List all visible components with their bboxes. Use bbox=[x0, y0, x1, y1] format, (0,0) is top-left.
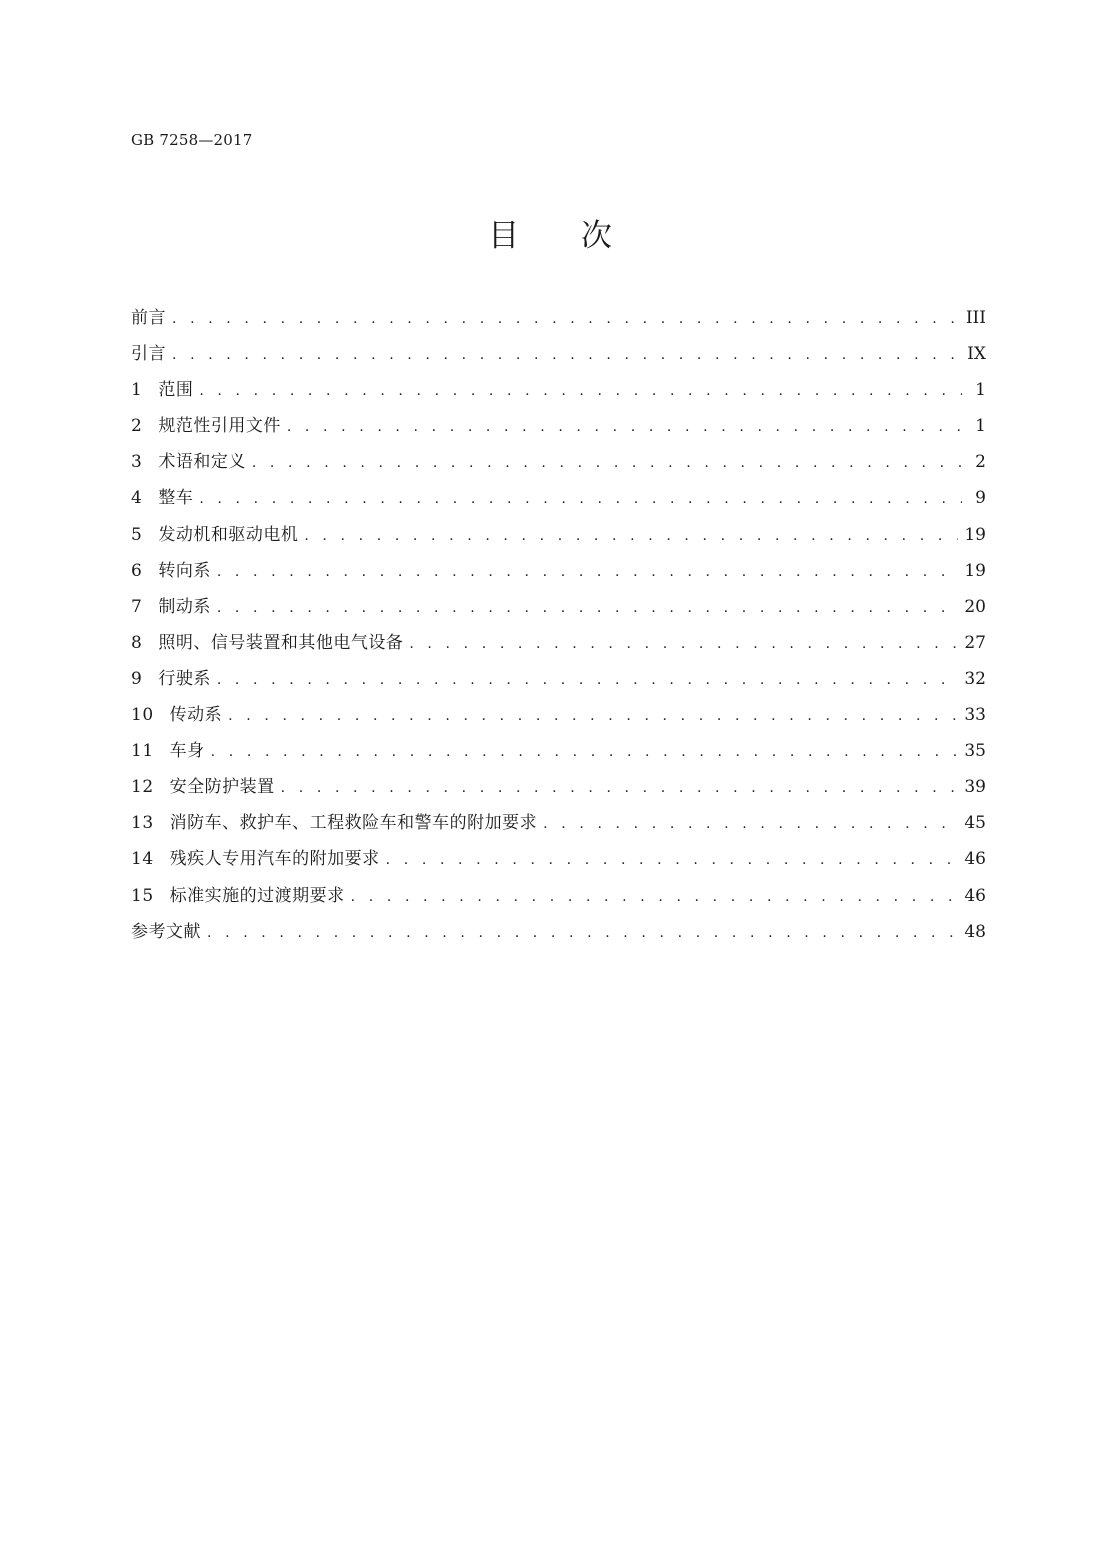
toc-entry-number: 1 bbox=[131, 380, 143, 401]
toc-entry-text: 前言 bbox=[131, 308, 166, 328]
toc-dot-leader bbox=[217, 590, 959, 626]
standard-number: GB 7258—2017 bbox=[131, 131, 253, 149]
toc-dot-leader bbox=[207, 915, 958, 951]
toc-entry-text: 发动机和驱动电机 bbox=[158, 524, 299, 545]
toc-entry-page: 46 bbox=[964, 849, 986, 870]
toc-entry-number: 11 bbox=[131, 741, 154, 762]
toc-entry-label bbox=[131, 553, 211, 589]
toc-entry-number: 8 bbox=[131, 632, 143, 653]
toc-entry-number: 7 bbox=[131, 596, 143, 617]
toc-entry-number: 5 bbox=[131, 524, 143, 545]
toc-entry-label bbox=[131, 444, 246, 480]
toc-entry-text: 标准实施的过渡期要求 bbox=[169, 885, 345, 906]
toc-entry-text: 消防车、救护车、工程救险车和警车的附加要求 bbox=[169, 813, 538, 834]
toc-dot-leader bbox=[199, 481, 962, 517]
toc-entry-text: 残疾人专用汽车的附加要求 bbox=[169, 849, 380, 870]
toc-dot-leader bbox=[199, 373, 962, 409]
toc-entry-page: 19 bbox=[964, 524, 986, 545]
toc-dot-leader bbox=[172, 337, 961, 373]
toc-entry[interactable] bbox=[131, 625, 986, 661]
toc-entry-text: 整车 bbox=[158, 488, 194, 509]
toc-entry[interactable] bbox=[131, 589, 986, 625]
toc-dot-leader bbox=[228, 698, 958, 734]
toc-entry[interactable] bbox=[131, 336, 986, 372]
toc-entry-label bbox=[131, 589, 211, 625]
toc-entry[interactable] bbox=[131, 878, 986, 914]
toc-entry-label bbox=[131, 878, 345, 914]
toc-entry-page: 9 bbox=[975, 488, 986, 509]
toc-dot-leader bbox=[409, 626, 958, 662]
toc-entry-page: 1 bbox=[975, 380, 986, 401]
toc-entry-number: 4 bbox=[131, 488, 143, 509]
toc-entry-page: 39 bbox=[964, 777, 986, 798]
toc-entry-label bbox=[131, 661, 211, 697]
toc-entry-page: 48 bbox=[964, 921, 986, 942]
toc-entry-page: 45 bbox=[964, 813, 986, 834]
toc-entry-text: 车身 bbox=[169, 741, 205, 762]
toc-entry-text: 范围 bbox=[158, 380, 194, 401]
toc-entry-text: 行驶系 bbox=[158, 668, 211, 689]
toc-entry-label bbox=[131, 625, 403, 661]
toc-entry-text: 传动系 bbox=[169, 705, 223, 726]
toc-entry[interactable] bbox=[131, 444, 986, 480]
toc-entry-page: 35 bbox=[964, 741, 986, 762]
toc-dot-leader bbox=[386, 842, 959, 878]
toc-entry-label bbox=[131, 372, 193, 408]
toc-dot-leader bbox=[252, 445, 962, 481]
toc-dot-leader bbox=[543, 806, 958, 842]
toc-entry-text: 制动系 bbox=[158, 596, 211, 617]
toc-entry-label bbox=[131, 517, 298, 553]
toc-entry-number: 6 bbox=[131, 560, 143, 581]
toc-entry-page: IX bbox=[967, 344, 986, 365]
toc-dot-leader bbox=[172, 301, 960, 337]
toc-entry[interactable] bbox=[131, 372, 986, 408]
toc-entry-number: 3 bbox=[131, 452, 143, 473]
toc-entry-number: 2 bbox=[131, 416, 143, 437]
toc-entry-text: 术语和定义 bbox=[158, 452, 246, 473]
toc-entry-text: 参考文献 bbox=[131, 921, 201, 942]
toc-entry[interactable] bbox=[131, 408, 986, 444]
toc-entry-label bbox=[131, 914, 201, 950]
toc-entry-page: 33 bbox=[964, 705, 986, 726]
page-title: 目 次 bbox=[488, 218, 638, 254]
toc-entry[interactable] bbox=[131, 553, 986, 589]
toc-entry-label bbox=[131, 769, 275, 805]
toc-entry[interactable] bbox=[131, 517, 986, 553]
toc-entry[interactable] bbox=[131, 914, 986, 950]
toc-entry[interactable] bbox=[131, 661, 986, 697]
toc-entry-label bbox=[131, 300, 166, 336]
toc-entry[interactable] bbox=[131, 805, 986, 841]
table-of-contents bbox=[131, 300, 986, 950]
toc-entry-label bbox=[131, 841, 380, 877]
toc-entry-page: 46 bbox=[964, 885, 986, 906]
toc-entry[interactable] bbox=[131, 841, 986, 877]
toc-entry-page: 20 bbox=[964, 596, 986, 617]
toc-entry-number: 13 bbox=[131, 813, 154, 834]
toc-entry[interactable] bbox=[131, 697, 986, 733]
toc-entry-number: 14 bbox=[131, 849, 154, 870]
toc-entry-text: 照明、信号装置和其他电气设备 bbox=[158, 632, 404, 653]
toc-dot-leader bbox=[211, 734, 959, 770]
toc-entry-label bbox=[131, 336, 166, 372]
toc-entry-number: 12 bbox=[131, 777, 154, 798]
toc-entry-number: 9 bbox=[131, 668, 143, 689]
toc-entry-text: 安全防护装置 bbox=[169, 777, 275, 798]
toc-entry[interactable] bbox=[131, 480, 986, 516]
toc-entry-text: 规范性引用文件 bbox=[158, 416, 281, 437]
toc-entry-label bbox=[131, 805, 537, 841]
toc-dot-leader bbox=[287, 409, 962, 445]
toc-dot-leader bbox=[217, 662, 959, 698]
toc-entry-text: 转向系 bbox=[158, 560, 211, 581]
toc-dot-leader bbox=[351, 879, 959, 915]
toc-dot-leader bbox=[217, 554, 959, 590]
toc-entry-number: 10 bbox=[131, 705, 154, 726]
toc-entry-text: 引言 bbox=[131, 344, 166, 365]
toc-entry[interactable] bbox=[131, 300, 986, 336]
toc-entry-page: 2 bbox=[975, 452, 986, 473]
toc-dot-leader bbox=[304, 518, 958, 554]
toc-entry-label bbox=[131, 408, 281, 444]
toc-entry-label bbox=[131, 480, 193, 516]
toc-dot-leader bbox=[281, 770, 959, 806]
toc-entry-page: 19 bbox=[964, 560, 986, 581]
toc-entry-page: 1 bbox=[975, 416, 986, 437]
toc-entry-label bbox=[131, 733, 205, 769]
toc-entry-page: III bbox=[965, 308, 986, 328]
toc-entry-number: 15 bbox=[131, 885, 154, 906]
toc-entry-label bbox=[131, 697, 222, 733]
toc-entry-page: 27 bbox=[964, 632, 986, 653]
toc-entry-page: 32 bbox=[964, 668, 986, 689]
toc-entry[interactable] bbox=[131, 733, 986, 769]
toc-entry[interactable] bbox=[131, 769, 986, 805]
